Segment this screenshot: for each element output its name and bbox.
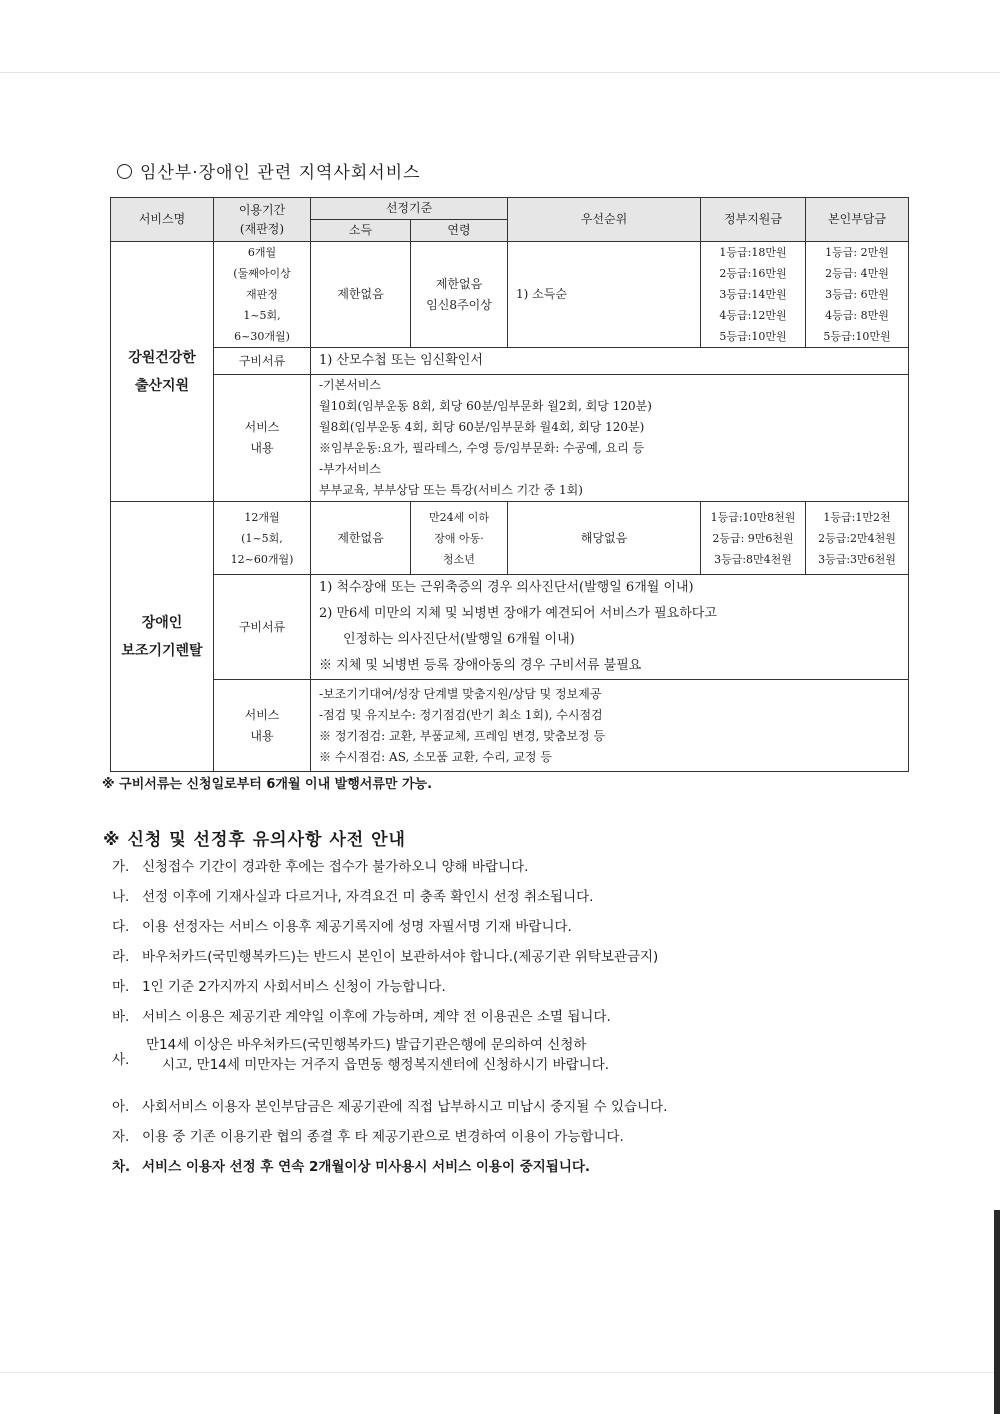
header-period: 이용기간 (재판정) [214,198,311,242]
scan-edge-shadow [994,1210,1000,1414]
list-item: 나. 선정 이후에 기재사실과 다르거나, 자격요건 미 충족 확인시 선정 취소됩니다. [112,889,594,905]
list-item: 아. 사회서비스 이용자 본인부담금은 제공기관에 직접 납부하시고 미납시 중지될 수 있습니다. [112,1099,668,1115]
footnote: ※ 구비서류는 신청일로부터 6개월 이내 발행서류만 가능. [102,777,433,792]
header-criteria: 선정기준 [311,198,508,220]
list-item: 가. 신청접수 기간이 경과한 후에는 접수가 불가하오니 양해 바랍니다. [112,859,529,875]
list-item: 차. 서비스 이용자 선정 후 연속 2개월이상 미사용시 서비스 이용이 중지됩니다. [112,1159,591,1175]
service1-gov-support: 1등급:18만원 2등급:16만원 3등급:14만원 4등급:12만원 5등급:10만원 [701,242,806,348]
header-priority: 우선순위 [508,198,701,242]
service1-age: 제한없음 임신8주이상 [411,242,508,348]
service2-period: 12개월 (1~5회, 12~60개월) [214,502,311,575]
service2-age: 만24세 이하 장애 아동· 청소년 [411,502,508,575]
header-age: 연령 [411,220,508,242]
header-service-name: 서비스명 [111,198,214,242]
service2-priority: 해당없음 [508,502,701,575]
service1-content: -기본서비스 월10회(임부운동 8회, 회당 60분/임부문화 월2회, 회당 120분) 월8회(임부운동 4회, 회당 60분/임부문화 월4회, 회당 120분) ※임부운동:요가, 필라테스, 수영 등/임부문화: 수공예, 요리 등 -부가서비스 부부교육, 부부상담 또는 특강(서비스 기간 중 1회) [311,375,909,502]
service1-income: 제한없음 [311,242,411,348]
service1-period: 6개월 (둘째아이상 재판정 1~5회, 6~30개월) [214,242,311,348]
service1-self-pay: 1등급: 2만원 2등급: 4만원 3등급: 6만원 4등급: 8만원 5등급:10만원 [806,242,909,348]
circle-bullet-icon [117,164,132,179]
scan-bottom-line [0,1372,1000,1373]
notice-title: ※ 신청 및 선정후 유의사항 사전 안내 [103,830,406,850]
list-item: 사. 만14세 이상은 바우처카드(국민행복카드) 발급기관은행에 문의하여 신청하 시고, 만14세 미만자는 거주지 읍면동 행정복지센터에 신청하시기 바랍니다. [112,1037,610,1073]
service2-name: 장애인 보조기기렌탈 [111,502,214,772]
section-title [117,158,421,183]
service2-docs: 1) 척수장애 또는 근위축증의 경우 의사진단서(발행일 6개월 이내) 2) 만6세 미만의 지체 및 뇌병변 장애가 예견되어 서비스가 필요하다고 인정하는 의사진단서(발행일 6개월 이내) ※ 지체 및 뇌병변 등록 장애아동의 경우 구비서류 불필요 [311,575,909,680]
list-item: 자. 이용 중 기존 이용기관 협의 종결 후 타 제공기관으로 변경하여 이용이 가능합니다. [112,1129,624,1145]
scan-top-line [0,72,1000,73]
list-item: 라. 바우처카드(국민행복카드)는 반드시 본인이 보관하셔야 합니다.(제공기관 위탁보관금지) [112,949,659,965]
service2-income: 제한없음 [311,502,411,575]
list-item: 다. 이용 선정자는 서비스 이용후 제공기록지에 성명 자필서명 기재 바랍니다. [112,919,572,935]
service2-docs-label: 구비서류 [214,575,311,680]
service2-self-pay: 1등급:1만2천 2등급:2만4천원 3등급:3만6천원 [806,502,909,575]
service1-docs-label: 구비서류 [214,348,311,375]
section-title-text: 임산부·장애인 관련 지역사회서비스 [140,163,421,183]
service1-priority: 1) 소득순 [508,242,701,348]
header-gov-support: 정부지원금 [701,198,806,242]
header-income: 소득 [311,220,411,242]
service1-docs: 1) 산모수첩 또는 임신확인서 [311,348,909,375]
service2-gov-support: 1등급:10만8천원 2등급: 9만6천원 3등급:8만4천원 [701,502,806,575]
list-item: 바. 서비스 이용은 제공기관 계약일 이후에 가능하며, 계약 전 이용권은 소멸 됩니다. [112,1009,611,1025]
service1-content-label: 서비스 내용 [214,375,311,502]
service1-name: 강원건강한 출산지원 [111,242,214,502]
service2-content-label: 서비스 내용 [214,680,311,772]
service2-content: -보조기기대여/성장 단계별 맞춤지원/상담 및 정보제공 -점검 및 유지보수: 정기점검(반기 최소 1회), 수시점검 ※ 정기점검: 교환, 부품교체, 프레임 변경, 맞춤보정 등 ※ 수시점검: AS, 소모품 교환, 수리, 교정 등 [311,680,909,772]
list-item: 마. 1인 기준 2가지까지 사회서비스 신청이 가능합니다. [112,979,446,995]
notice-list [112,852,912,1182]
service-table [110,197,909,772]
header-self-pay: 본인부담금 [806,198,909,242]
